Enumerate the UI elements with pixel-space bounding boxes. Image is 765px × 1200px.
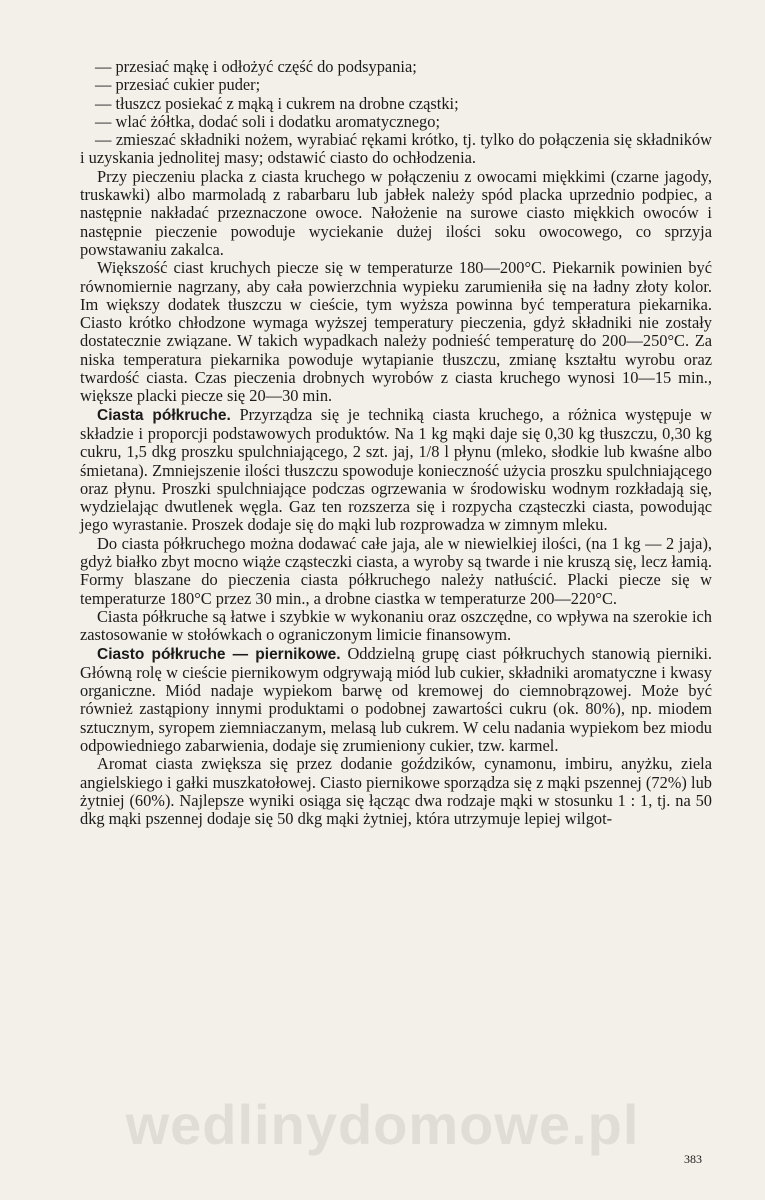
step-chop-fat: — tłuszcz posiekać z mąką i cukrem na drobne cząstki; bbox=[95, 93, 459, 113]
watermark: wedlinydomowe.pl bbox=[125, 1093, 640, 1156]
paragraph-semi-shortcrust bbox=[80, 406, 712, 535]
step-add-yolks: — wlać żółtka, dodać soli i dodatku aromatycznego; bbox=[95, 111, 441, 131]
paragraph-gingerbread bbox=[80, 645, 712, 756]
step-sift-flour: — przesiać mąkę i odłożyć część do podsypania; bbox=[95, 57, 417, 76]
step-sift-sugar: — przesiać cukier puder; bbox=[95, 75, 261, 95]
paragraph-aroma: Aromat ciasta zwiększa się przez dodanie goździków, cynamonu, imbiru, anyżku, ziela angielskiego i gałki muszkatołowej. Ciasto piernikowe sporządza się z mąki pszennej (72%) lub żytniej (60%). Najlepsze wyniki osiąga się łącząc dwa rodzaje mąki w stosunku 1 : 1, tj. na 50 dkg mąki pszennej dodaje się 50 dkg mąki żytniej, która utrzymuje lepiej wilgot- bbox=[80, 754, 712, 829]
section-heading-semi-shortcrust: Ciasta półkruche. bbox=[97, 406, 231, 424]
section-heading-gingerbread: Ciasto półkruche — piernikowe. bbox=[97, 645, 341, 663]
paragraph-economy: Ciasta półkruche są łatwe i szybkie w wykonaniu oraz oszczędne, co wpływa na szerokie ich zastosowanie w stołówkach o ograniczonym limicie finansowym. bbox=[80, 606, 712, 645]
step-mix-ingredients: — zmieszać składniki nożem, wyrabiać rękami krótko, tj. tylko do połączenia się składników i uzyskania jednolitej masy; odstawić ciasto do ochłodzenia. bbox=[80, 130, 712, 168]
page-number: 383 bbox=[684, 1152, 702, 1166]
paragraph-baking-temperature: Większość ciast kruchych piecze się w temperaturze 180—200°C. Piekarnik powinien być równomiernie nagrzany, aby cała powierzchnia wypieku zarumieniła się na ładny złoty kolor. Im większy dodatek tłuszczu w cieście, tym wyższa powinna być temperatura piekarnika. Ciasto krótko chłodzone wymaga wyższej temperatury pieczenia, gdyż składniki nie zostały dostatecznie związane. W takich wypadkach należy podnieść temperaturę do 200—250°C. Za niska temperatura piekarnika powoduje wytapianie tłuszczu, zmianę kształtu wyrobu oraz twardość ciasta. Czas pieczenia drobnych wyrobów z ciasta kruchego wynosi 10—15 min., większe placki piecze się 20—30 min. bbox=[80, 258, 712, 406]
paragraph-fruit-baking: Przy pieczeniu placka z ciasta kruchego w połączeniu z owocami miękkimi (czarne jagody, truskawki) albo marmoladą z rabarbaru lub jabłek należy spód placka uprzednio podpiec, a następnie nakładać przeznaczone owoce. Nałożenie na surowe ciasto miękkich owoców i następnie pieczenie powoduje wyciekanie dużej ilości soku owocowego, co sprzyja powstawaniu zakalca. bbox=[80, 166, 712, 259]
paragraph-whole-eggs: Do ciasta półkruchego można dodawać całe jaja, ale w niewielkiej ilości, (na 1 kg — 2 jaja), gdyż białko zbyt mocno wiąże cząsteczki ciasta, a wyroby są twarde i nie kruszą się, lecz łamią. Formy blaszane do pieczenia ciasta półkruchego należy natłuścić. Placki piecze się w temperaturze 180°C przez 30 min., a drobne ciastka w temperaturze 200—220°C. bbox=[80, 533, 712, 608]
page-text bbox=[80, 58, 712, 828]
paragraph-gingerbread-body: Oddzielną grupę ciast półkruchych stanowią pierniki. Główną rolę w cieście piernikowym odgrywają miód lub cukier, składniki aromatyczne i kwasy organiczne. Miód nadaje wypiekom barwę od kremowej do ciemnobrązowej. Może być również zastąpiony innymi produktami o podobnej zawartości cukru (ok. 80%), np. miodem sztucznym, syropem ziemniaczanym, melasą lub cukrem. W celu nadania wypiekom bez miodu odpowiedniego zabarwienia, dodaje się zrumieniony cukier, tzw. karmel. bbox=[80, 643, 712, 755]
paragraph-semi-shortcrust-body: Przyrządza się je techniką ciasta kruchego, a różnica występuje w składzie i proporcji podstawowych produktów. Na 1 kg mąki daje się 0,30 kg tłuszczu, 0,30 kg cukru, 1,5 dkg proszku spulchniającego, 2 szt. jaj, 1/8 l płynu (mleko, słodkie lub kwaśne albo śmietana). Zmniejszenie ilości tłuszczu spowoduje konieczność użycia proszku spulchniającego oraz płynu. Proszki spulchniające podczas ogrzewania w środowisku wodnym rozkładają się, wydzielając dwutlenek węgla. Gaz ten rozszerza się i rozpycha cząsteczki ciasta, powodując jego wyrastanie. Proszek dodaje się do mąki lub rozprowadza w zimnym mleku. bbox=[80, 404, 712, 535]
